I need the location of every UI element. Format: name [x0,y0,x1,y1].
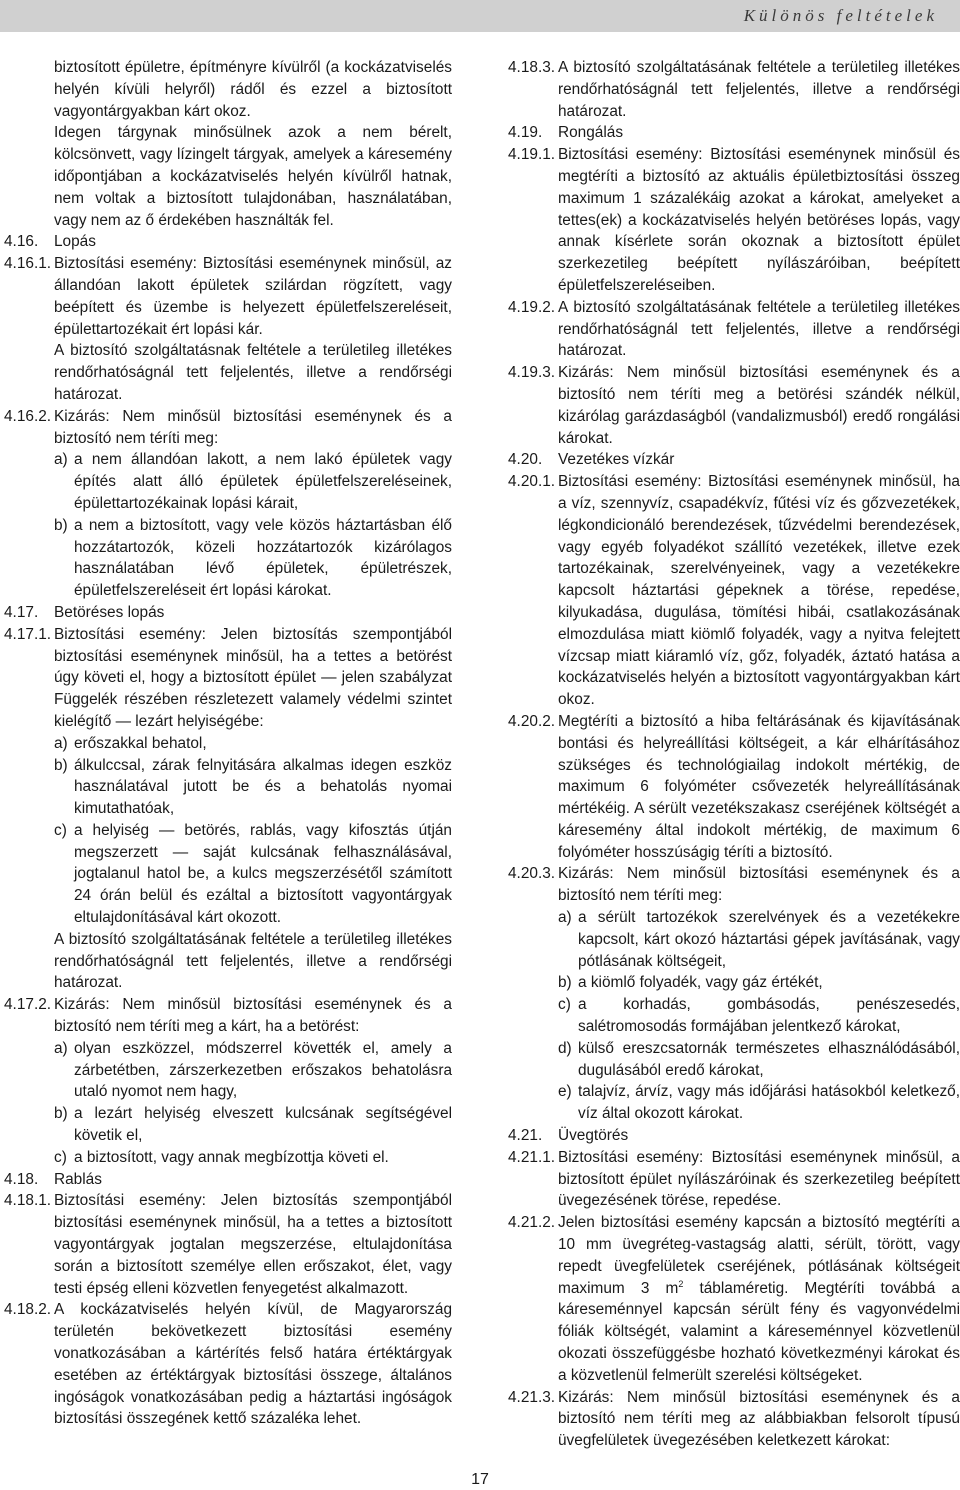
list-item-label: b) [558,974,572,992]
section-number: 4.19. [508,124,543,142]
section-text-part: Kizárás: Nem minősül biztosítási eseménynek és a biztosító nem téríti meg: [54,407,452,447]
section-number: 4.18. [4,1170,39,1188]
section-text-part: A kockázatviselés helyén kívül, de Magyarország területén bekövetkezett biztosítási esemény vonatkozásában a kártérítés felső határa értéktárgyak esetében az értéktárgyak biztosítási összege, általános ingóságok vonatkozásában pedig a háztartási ingóságok biztosítási összegének kettő százaléka lehet. [54,1301,452,1428]
section-number: 4.21.2. [508,1214,556,1232]
section-text [54,253,452,340]
section-text-part: Kizárás: Nem minősül biztosítási eseménynek és a biztosító nem téríti meg: [558,865,960,905]
list-item-text: olyan eszközzel, módszerrel követték el, amely a zárbetétben, zárszerkezetben erőszakos behatolásra utaló nyomot nem hagy, [74,1039,452,1101]
section-text [558,449,960,471]
section-text [558,297,960,362]
section-number: 4.20. [508,451,543,469]
section-text-part: A biztosító szolgáltatásának feltétele a területileg illetékes rendőrhatóságnál tett feljelentés, illetve a rendőrségi határozat. [558,298,960,360]
section-number: 4.16.1. [4,255,52,273]
list-item [4,755,452,820]
section-paragraph [4,231,452,253]
section-text [54,1299,452,1430]
section-number: 4.21.3. [508,1388,556,1406]
section-paragraph [4,1299,452,1430]
page-header [0,0,960,32]
section-number: 4.20.2. [508,712,556,730]
section-text-part: Biztosítási esemény: Biztosítási eseménynek minősül, a biztosított épület nyílászáróinak és szerkezetileg beépített üvegezésének törése, repedése. [558,1148,960,1210]
list-item-text: a sérült tartozékok szerelvények és a vezetékekre kapcsolt, kárt okozó háztartási gépek javításának, vagy pótlásának költségeit, [578,909,960,970]
header-title: Különös feltételek [743,6,938,25]
section-paragraph [508,1125,960,1147]
section-text [558,863,960,907]
section-paragraph [508,122,960,144]
section-paragraph [4,406,452,450]
list-item-text: a nem a biztosított, vagy vele közös háztartásban élő hozzátartozók, közeli hozzátartozók kizárólagos használatában lévő épületek, épületrészek, épületfelszereléseit ért lopási károkat. [74,516,452,600]
section-paragraph [508,297,960,362]
section-text [558,362,960,449]
continuation-text: A biztosító szolgáltatásának feltétele a területileg illetékes rendőrhatóságnál tett feljelentés, illetve a rendőrségi határozat. [54,930,452,992]
list-item [4,1147,452,1169]
list-item-label: a) [54,734,68,752]
section-text-part: Biztosítási esemény: Biztosítási eseménynek minősül, az állandóan lakott épületek szilárdan rögzített, vagy beépített és üzembe is helyezett épületfelszereléseit, épülettartozékait ért lopási kár. [54,255,452,338]
list-item [508,972,960,994]
list-item-text: a biztosított, vagy annak megbízottja követi el. [74,1148,389,1166]
list-item-text: erőszakkal behatol, [74,734,207,752]
section-text [558,1387,960,1452]
list-item-text: a nem állandóan lakott, a nem lakó épületek vagy építés alatt álló épületek épületfelszereléseinek, épülettartozékainak lopási kárait, [74,451,452,512]
section-text [54,994,452,1038]
list-item-label: c) [54,1148,67,1166]
list-item [4,820,452,929]
section-text [558,1125,960,1147]
list-item-text: talajvíz, árvíz, vagy más időjárási hatásokból keletkező, víz által okozott károkat. [578,1083,960,1123]
list-item-label: b) [54,1105,68,1123]
section-text-part: táblaméretig. Megtéríti továbbá a káreseménnyel kapcsán sérült fény és vagyonvédelmi fóliák költségét, valamint a káreseménnyel közvetlenül okozati összefüggésbe hozható következményi károkat és a közvetlenül felmerült szerelési költségeket. [558,1279,960,1384]
section-text-part: Biztosítási esemény: Jelen biztosítás szempontjából biztosítási eseménynek minősül, ha a tettes a betörést úgy követi el, hogy a biztosított épület — jelen szabályzat Függelék részében részletezett valamely védelmi szintet kielégítő — lezárt helyiségébe: [54,625,452,730]
list-item-label: b) [54,516,68,534]
section-paragraph [508,711,960,864]
section-text [54,1190,452,1299]
section-number: 4.17. [4,603,39,621]
list-item-label: e) [558,1083,572,1101]
left-column [4,57,452,1430]
list-item-label: c) [54,821,67,839]
section-text [558,144,960,297]
section-number: 4.20.1. [508,473,556,491]
superscript: 2 [678,1278,684,1289]
list-item [4,1038,452,1103]
section-number: 4.21.1. [508,1148,556,1166]
section-paragraph [508,144,960,297]
section-text-part: Biztosítási esemény: Biztosítási eseménynek minősül, ha a víz, szennyvíz, csapadékvíz, fűtési víz és gőzvezetékek, légkondicionáló berendezések, tűzvédelmi berendezések, vagy egyéb folyadékot szállító vezetékek, illetve ezek tartozékainak, szerelvényeinek, vagy a vezetékekre kapcsolt háztartási gépeknek a törése, repedése, kilyukadása, dugulása, tömítési hibái, csatlakozásának elmozdulása miatt kiömlő folyadék, vagy a nyitva felejtett vízcsap miatt kiáramló víz, gőz, folyadék, áztató hatása a kockázatviselés helyén a biztosított vagyontárgyakban kárt okoz. [558,473,960,709]
right-column [508,57,960,1452]
section-number: 4.18.3. [508,59,556,76]
section-number: 4.16.2. [4,407,52,425]
section-text-part: Betöréses lopás [54,603,165,621]
list-item-text: a lezárt helyiség elveszett kulcsának segítségével követik el, [74,1105,452,1145]
section-number: 4.19.2. [508,298,556,316]
list-item-text: a kiömlő folyadék, vagy gáz értékét, [578,974,823,992]
list-item-label: d) [558,1039,572,1057]
list-item-label: b) [54,756,68,774]
section-number: 4.18.1. [4,1192,52,1210]
section-text-part: Biztosítási esemény: Biztosítási eseménynek minősül és megtéríti a biztosító az aktuális épületbiztosítási összeg maximum 1 százalékáig azokat a károkat, amelyeket a tettes(ek) a kockázatviselés helyén betöréses lopás, vagy annak kísérlete során okoznak a biztosított épület szerkezetileg beépített nyílászáróiban, beépített épületfelszereléseiben. [558,146,960,294]
section-number: 4.18.2. [4,1301,52,1319]
list-item-text: a korhadás, gombásodás, penészesedés, salétromosodás formájában jelentkező károkat, [578,996,960,1036]
section-paragraph [508,471,960,711]
continuation-text: Idegen tárgynak minősülnek azok a nem bérelt, kölcsönvett, vagy lízingelt tárgyak, amelyek a káresemény időpontjában a kockázatviselés helyén kívülről hatnak, nem voltak a biztosított tulajdonában, használatában, vagy nem az ő érdekében használták fel. [54,124,452,229]
section-text [54,1169,452,1191]
section-text-part: Biztosítási esemény: Jelen biztosítás szempontjából biztosítási eseménynek minősül, ha a tettes a biztosított vagyontárgyak jogtalan megszerzése, eltulajdonítása során a biztosított személye ellen erőszakot, élet, vagy testi épség elleni közvetlen fenyegetést alkalmazott. [54,1192,452,1297]
section-text-part: Rongálás [558,124,624,142]
continuation-text: biztosított épületre, építményre kívülről (a kockázatviselés helyén kívüli helyről) rádől és ezzel a biztosított vagyontárgyakban kárt okoz. [54,59,452,120]
section-text-part: Lopás [54,233,96,251]
section-number: 4.19.3. [508,364,556,382]
section-paragraph [508,449,960,471]
section-text [558,57,960,122]
list-item [508,1038,960,1082]
list-item-label: c) [558,996,571,1014]
list-item [4,449,452,514]
section-text [558,1212,960,1386]
list-item [4,515,452,602]
section-paragraph [4,1169,452,1191]
list-item [508,907,960,972]
section-paragraph [508,863,960,907]
section-number: 4.16. [4,233,39,251]
section-text-part: Jelen biztosítási esemény kapcsán a biztosító megtéríti a 10 mm üvegréteg-vastagság alatti, sérült, törött, vagy repedt üvegfelületek cseréjének, pótlásának költségeit maximum 3 m [558,1214,960,1297]
section-text [558,471,960,711]
section-text-part: Üvegtörés [558,1127,629,1145]
page-number: 17 [471,1471,489,1488]
section-paragraph [508,1212,960,1386]
section-text [54,406,452,450]
section-paragraph [508,57,960,122]
section-number: 4.19.1. [508,146,556,164]
section-paragraph [4,253,452,340]
section-paragraph [508,1147,960,1212]
section-text-part: Megtéríti a biztosító a hiba feltárásának és kijavításának bontási és helyreállítási költségeit, a kár elhárításához szükséges és technológiailag indokolt mértékig, de maximum 6 folyóméter csővezeték helyreállításának mértékéig. A sérült vezetékszakasz cseréjének költségét a káresemény által indokolt mértékig, de maximum 6 folyóméter hosszúságig téríti a biztosító. [558,712,960,861]
section-number: 4.21. [508,1127,543,1145]
section-paragraph [508,362,960,449]
list-item-label: a) [54,1039,68,1057]
section-text [558,122,960,144]
section-text-part: Rablás [54,1170,102,1188]
section-paragraph [508,1387,960,1452]
list-item-text: a helyiség — betörés, rablás, vagy kifosztás útján megszerzett — saját kulcsának felhasználásával, jogtalanul hatol be, a kulcs megszerzésétől számított 24 órán belül és ezáltal a biztosított vagyontárgyak eltulajdonításával kárt okozott. [74,821,452,927]
list-item [4,733,452,755]
section-text-part: Kizárás: Nem minősül biztosítási eseménynek és a biztosító nem téríti meg a betörési szándék nélkül, kizárólag garázdaságból (vandalizmusból) eredő rongálási károkat. [558,364,960,447]
continuation-text: A biztosító szolgáltatásnak feltétele a területileg illetékes rendőrhatóságnál tett feljelentés, illetve a rendőrségi határozat. [54,342,452,403]
section-number: 4.17.1. [4,625,52,643]
section-text-part: Vezetékes vízkár [558,451,675,469]
section-paragraph [4,624,452,733]
section-text [54,231,452,253]
section-text [558,1147,960,1212]
section-text [54,602,452,624]
section-text-part: A biztosító szolgáltatásának feltétele a területileg illetékes rendőrhatóságnál tett feljelentés, illetve a rendőrségi határozat. [558,59,960,120]
list-item-label: a) [558,909,572,927]
section-paragraph [4,994,452,1038]
list-item [4,1103,452,1147]
list-item [508,1081,960,1125]
section-text-part: Kizárás: Nem minősül biztosítási eseménynek és a biztosító nem téríti meg az alábbiakban felsorolt típusú üvegfelületek üvegezésében keletkezett károkat: [558,1388,960,1450]
list-item-text: álkulccsal, zárak felnyitására alkalmas idegen eszköz használatával jutott be és a behatolás nyomai kimutathatóak, [74,756,452,818]
section-number: 4.20.3. [508,865,556,883]
list-item-text: külső ereszcsatornák természetes elhasználódásából, dugulásából eredő károkat, [578,1039,960,1079]
section-number: 4.17.2. [4,996,52,1014]
list-item [508,994,960,1038]
section-paragraph [4,602,452,624]
section-text [54,624,452,733]
section-text [558,711,960,864]
list-item-label: a) [54,451,68,469]
section-paragraph [4,1190,452,1299]
section-text-part: Kizárás: Nem minősül biztosítási eseménynek és a biztosító nem téríti meg a kárt, ha a betörést: [54,996,452,1036]
